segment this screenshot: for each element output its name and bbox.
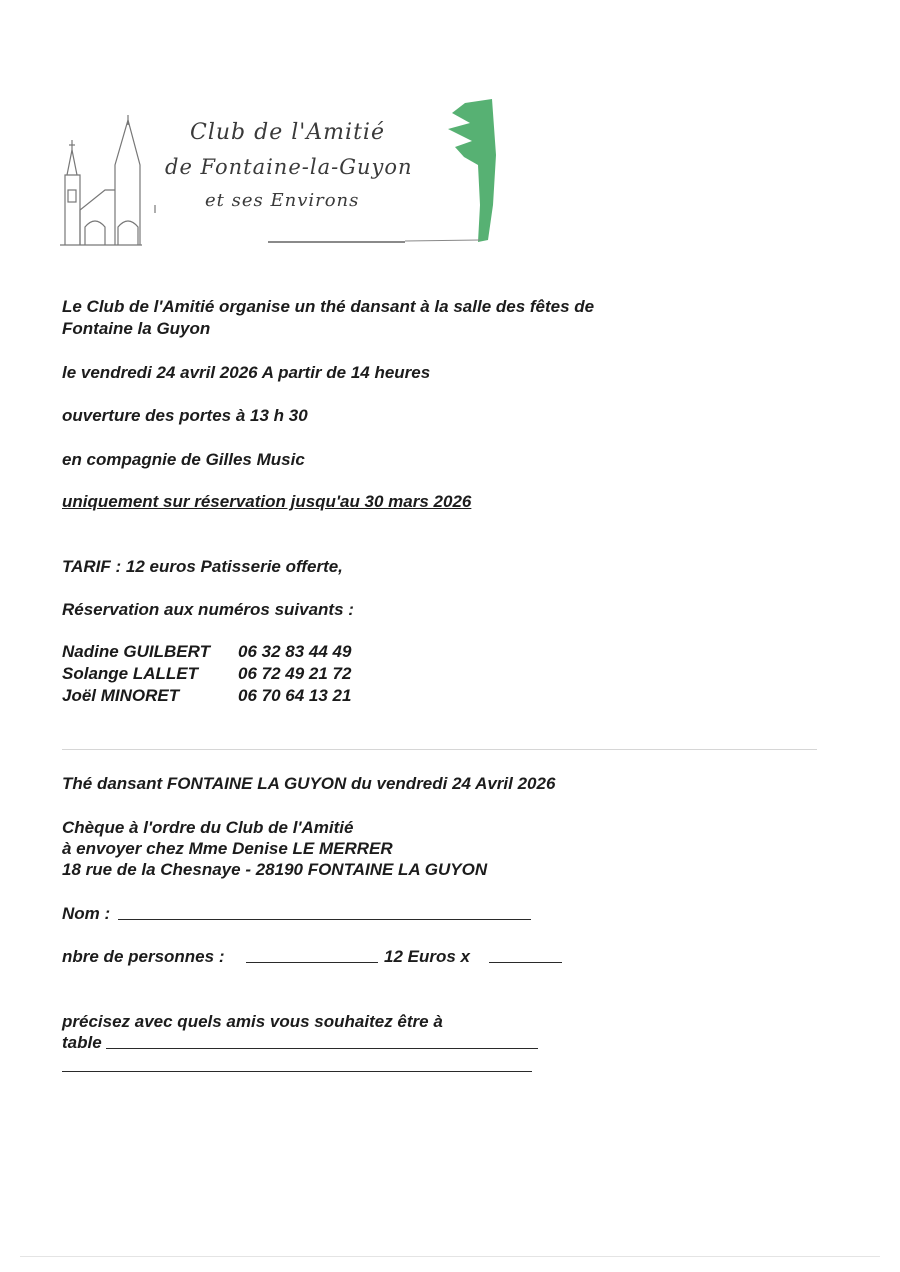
cut-line-divider (62, 749, 817, 750)
friends-line1: précisez avec quels amis vous souhaitez être à (62, 1012, 443, 1031)
contact-row (62, 641, 351, 663)
coupon-title: Thé dansant FONTAINE LA GUYON du vendredi 24 Avril 2026 (62, 774, 556, 793)
intro-line2: Fontaine la Guyon (62, 319, 211, 338)
friends-field-extra[interactable] (62, 1071, 532, 1072)
friends-field[interactable] (106, 1048, 538, 1049)
page-bottom-edge (20, 1256, 880, 1257)
reservation-heading: Réservation aux numéros suivants : (62, 600, 354, 619)
tarif-line: TARIF : 12 euros Patisserie offerte, (62, 557, 343, 576)
music-line: en compagnie de Gilles Music (62, 450, 305, 469)
logo-title-line1: Club de l'Amitié (190, 120, 385, 145)
logo-title-line3: et ses Environs (205, 190, 360, 211)
intro-line1: Le Club de l'Amitié organise un thé dansant à la salle des fêtes de (62, 297, 595, 316)
nom-field[interactable] (118, 919, 531, 920)
contact-list (62, 641, 351, 707)
contact-name: Joël MINORET (62, 686, 180, 705)
contact-row (62, 663, 351, 685)
contact-phone: 06 72 49 21 72 (238, 664, 352, 683)
price-label: 12 Euros x (384, 947, 470, 966)
address-line: 18 rue de la Chesnaye - 28190 FONTAINE LA GUYON (62, 860, 488, 879)
cheque-line2: à envoyer chez Mme Denise LE MERRER (62, 839, 393, 858)
reservation-deadline: uniquement sur réservation jusqu'au 30 mars 2026 (62, 492, 472, 511)
contact-phone: 06 70 64 13 21 (238, 686, 352, 705)
contact-name: Solange LALLET (62, 664, 198, 683)
persons-label: nbre de personnes : (62, 947, 225, 966)
contact-row (62, 685, 351, 707)
total-field[interactable] (489, 962, 562, 963)
persons-field[interactable] (246, 962, 378, 963)
doors-opening: ouverture des portes à 13 h 30 (62, 406, 308, 425)
contact-phone: 06 32 83 44 49 (238, 642, 352, 661)
contact-name: Nadine GUILBERT (62, 642, 210, 661)
event-date: le vendredi 24 avril 2026 A partir de 14 heures (62, 363, 431, 382)
friends-line2: table (62, 1033, 102, 1052)
nom-label: Nom : (62, 904, 111, 923)
cheque-line1: Chèque à l'ordre du Club de l'Amitié (62, 818, 354, 837)
logo-title-line2: de Fontaine-la-Guyon (165, 155, 413, 179)
